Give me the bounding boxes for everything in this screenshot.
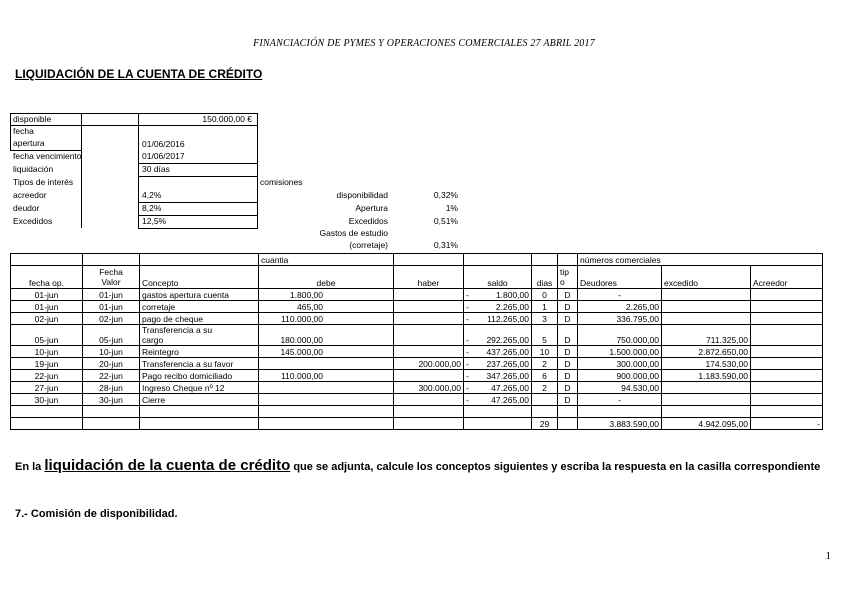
fecha-valor-cell: 01-jun [83, 289, 140, 301]
question-text: En la liquidación de la cuenta de crédito que se adjunta, calcule los conceptos siguientes y escriba la respuesta en la casilla correspondiente [15, 457, 821, 474]
haber-cell [394, 301, 464, 313]
tipo-cell: D [558, 394, 578, 406]
haber-cell: 200.000,00 [394, 358, 464, 370]
tipo-cell: D [558, 382, 578, 394]
saldo-cell: - 2.265,00 [464, 301, 532, 313]
concepto-cell: Cierre [140, 394, 259, 406]
col-deudores: Deudores [578, 266, 662, 289]
table-row [11, 301, 823, 313]
haber-cell [394, 394, 464, 406]
excedido-cell: 711.325,00 [662, 325, 751, 346]
table-row [11, 346, 823, 358]
dias-cell: 1 [532, 301, 558, 313]
table-row [11, 313, 823, 325]
acreedor-cell [751, 325, 823, 346]
saldo-cell: - 347.265,00 [464, 370, 532, 382]
fecha-valor-cell: 02-jun [83, 313, 140, 325]
deudores-cell: 750.000,00 [578, 325, 662, 346]
fecha-apertura-label: fecha [13, 126, 34, 136]
haber-cell [394, 325, 464, 346]
fecha-op-cell: 01-jun [11, 301, 83, 313]
tipos-label: Tipos de interés [13, 177, 74, 187]
column-header-row [11, 266, 823, 289]
deudores-cell: - [578, 289, 662, 301]
excedido-cell: 174.530,00 [662, 358, 751, 370]
deudores-cell: 1.500.000,00 [578, 346, 662, 358]
concepto-cell: pago de cheque [140, 313, 259, 325]
comisiones-label: comisiones [260, 177, 303, 187]
acreedor-cell [751, 289, 823, 301]
deudor-label: deudor [13, 203, 40, 213]
saldo-cell: - 292.265,00 [464, 325, 532, 346]
fecha-valor-cell: 22-jun [83, 370, 140, 382]
dias-cell: 3 [532, 313, 558, 325]
excedido-cell: 2.872.650,00 [662, 346, 751, 358]
acreedor-cell [751, 382, 823, 394]
col-excedido: excedido [662, 266, 751, 289]
dias-cell [532, 394, 558, 406]
fecha-vencimiento-value: 01/06/2017 [142, 151, 185, 161]
concepto-cell: Pago recibo domiciliado [140, 370, 259, 382]
tipo-cell: D [558, 289, 578, 301]
fecha-op-cell: 27-jun [11, 382, 83, 394]
fecha-apertura-value: 01/06/2016 [142, 139, 185, 149]
col-debe: debe [259, 266, 394, 289]
total-deudores: 3.883.590,00 [578, 418, 662, 430]
excedido-cell: 1.183.590,00 [662, 370, 751, 382]
haber-cell [394, 370, 464, 382]
excedido-cell [662, 394, 751, 406]
fecha-op-cell: 05-jun [11, 325, 83, 346]
disponible-label: disponible [13, 114, 52, 124]
debe-cell [259, 358, 394, 370]
deudores-cell: 2.265,00 [578, 301, 662, 313]
ledger-body [11, 289, 823, 406]
acreedor-cell [751, 346, 823, 358]
fecha-op-cell: 02-jun [11, 313, 83, 325]
total-excedido: 4.942.095,00 [662, 418, 751, 430]
col-tipo: tip o [558, 266, 578, 289]
deudores-cell: 900.000,00 [578, 370, 662, 382]
debe-cell: 465,00 [259, 301, 394, 313]
acreedor-label: acreedor [13, 190, 47, 200]
acreedor-value: 4,2% [142, 190, 162, 200]
dias-cell: 10 [532, 346, 558, 358]
corretaje-label: (corretaje) [349, 240, 388, 250]
tipo-cell: D [558, 370, 578, 382]
acreedor-cell [751, 370, 823, 382]
table-row [11, 358, 823, 370]
apertura-label: Apertura [355, 203, 388, 213]
debe-cell: 145.000,00 [259, 346, 394, 358]
table-row [11, 394, 823, 406]
disponible-value: 150.000,00 € [202, 114, 252, 124]
question-highlight: liquidación de la cuenta de crédito [44, 457, 291, 474]
page-number: 1 [825, 550, 831, 562]
excedido-cell [662, 301, 751, 313]
ledger-table [10, 253, 823, 430]
cuantia-header: cuantia [259, 254, 394, 266]
concepto-cell: Transferencia a su cargo [140, 325, 259, 346]
saldo-cell: - 47.265,00 [464, 382, 532, 394]
table-row [11, 370, 823, 382]
col-fecha-op: fecha op. [11, 266, 83, 289]
fecha-valor-cell: 30-jun [83, 394, 140, 406]
total-acreedor: - [751, 418, 823, 430]
col-acreedor: Acreedor [751, 266, 823, 289]
saldo-cell: - 237.265,00 [464, 358, 532, 370]
gastos-estudio-label: Gastos de estudio [319, 228, 388, 238]
haber-cell: 300.000,00 [394, 382, 464, 394]
col-dias: dias [532, 266, 558, 289]
concepto-cell: corretaje [140, 301, 259, 313]
deudor-value: 8,2% [142, 203, 162, 213]
dias-cell: 5 [532, 325, 558, 346]
tipo-cell: D [558, 313, 578, 325]
totals-row [11, 418, 823, 430]
tipo-cell: D [558, 346, 578, 358]
fecha-op-cell: 30-jun [11, 394, 83, 406]
excedido-cell [662, 313, 751, 325]
fecha-valor-cell: 20-jun [83, 358, 140, 370]
empty-row [11, 406, 823, 418]
concepto-cell: Ingreso Cheque nº 12 [140, 382, 259, 394]
deudores-cell: 300.000,00 [578, 358, 662, 370]
table-row [11, 289, 823, 301]
deudores-cell: 94.530,00 [578, 382, 662, 394]
excedidos-label: Excedidos [13, 216, 53, 226]
deudores-cell: 336.795,00 [578, 313, 662, 325]
fecha-valor-cell: 01-jun [83, 301, 140, 313]
total-dias: 29 [532, 418, 558, 430]
acreedor-cell [751, 394, 823, 406]
debe-cell: 1.800,00 [259, 289, 394, 301]
excedido-cell [662, 382, 751, 394]
acreedor-cell [751, 358, 823, 370]
comision-excedidos-value: 0,51% [433, 216, 458, 226]
saldo-cell: - 1.800,00 [464, 289, 532, 301]
debe-cell [259, 394, 394, 406]
fecha-valor-cell: 05-jun [83, 325, 140, 346]
disponibilidad-label: disponibilidad [336, 190, 388, 200]
fecha-op-cell: 22-jun [11, 370, 83, 382]
excedido-cell [662, 289, 751, 301]
page-header: FINANCIACIÓN DE PYMES Y OPERACIONES COMERCIALES 27 ABRIL 2017 [253, 38, 595, 49]
col-fecha-valor: Fecha Valor [83, 266, 140, 289]
dias-cell: 6 [532, 370, 558, 382]
haber-cell [394, 289, 464, 301]
fecha-valor-cell: 10-jun [83, 346, 140, 358]
concepto-cell: gastos apertura cuenta [140, 289, 259, 301]
acreedor-cell [751, 313, 823, 325]
debe-cell [259, 382, 394, 394]
haber-cell [394, 313, 464, 325]
comision-excedidos-label: Excedidos [348, 216, 388, 226]
table-row [11, 325, 823, 346]
haber-cell [394, 346, 464, 358]
liquidacion-value: 30 días [142, 164, 170, 174]
col-saldo: saldo [464, 266, 532, 289]
fecha-vencimiento-label: fecha vencimiento [13, 151, 82, 161]
liquidacion-label: liquidación [13, 164, 54, 174]
saldo-cell: - 47.265,00 [464, 394, 532, 406]
dias-cell: 2 [532, 382, 558, 394]
numeros-comerciales-header: números comerciales [578, 254, 823, 266]
fecha-op-cell: 19-jun [11, 358, 83, 370]
fecha-apertura-label-2: apertura [13, 138, 45, 148]
debe-cell: 180.000,00 [259, 325, 394, 346]
saldo-cell: - 112.265,00 [464, 313, 532, 325]
disponibilidad-value: 0,32% [433, 190, 458, 200]
fecha-op-cell: 01-jun [11, 289, 83, 301]
col-concepto: Concepto [140, 266, 259, 289]
question-item: 7.- Comisión de disponibilidad. [15, 508, 178, 520]
concepto-cell: Reintegro [140, 346, 259, 358]
tipo-cell: D [558, 301, 578, 313]
group-header-row [11, 254, 823, 266]
fecha-valor-cell: 28-jun [83, 382, 140, 394]
debe-cell: 110.000,00 [259, 370, 394, 382]
col-haber: haber [394, 266, 464, 289]
table-row [11, 382, 823, 394]
apertura-value: 1% [445, 203, 458, 213]
tipo-cell: D [558, 358, 578, 370]
fecha-op-cell: 10-jun [11, 346, 83, 358]
saldo-cell: - 437.265,00 [464, 346, 532, 358]
excedidos-value: 12,5% [142, 216, 167, 226]
page-title: LIQUIDACIÓN DE LA CUENTA DE CRÉDITO [15, 67, 263, 81]
gastos-estudio-value: 0,31% [433, 240, 458, 250]
tipo-cell: D [558, 325, 578, 346]
debe-cell: 110.000,00 [259, 313, 394, 325]
concepto-cell: Transferencia a su favor [140, 358, 259, 370]
dias-cell: 0 [532, 289, 558, 301]
acreedor-cell [751, 301, 823, 313]
dias-cell: 2 [532, 358, 558, 370]
deudores-cell: - [578, 394, 662, 406]
